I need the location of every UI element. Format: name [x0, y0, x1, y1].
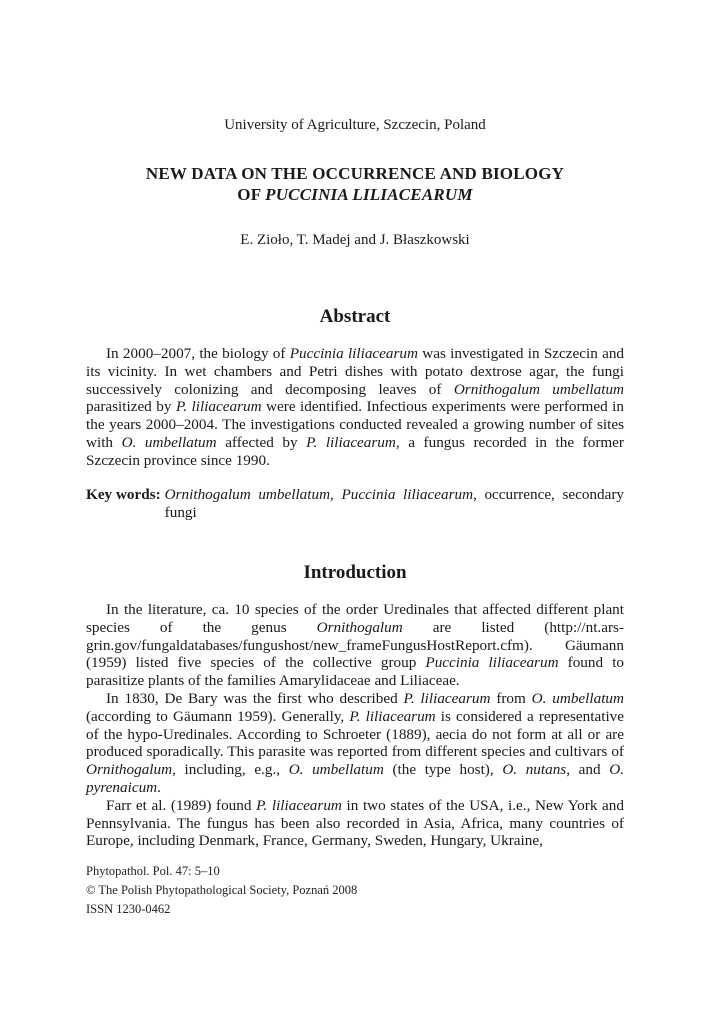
issn: ISSN 1230-0462 [86, 902, 171, 916]
text-run: affected by [216, 433, 307, 451]
title-line-2-prefix: OF [237, 185, 266, 204]
italic-run: P. liliacearum [306, 433, 396, 451]
copyright: © The Polish Phytopathological Society, Poznań 2008 [86, 883, 358, 897]
text-run: In 1830, De Bary was the first who described [106, 689, 404, 707]
affiliation: University of Agriculture, Szczecin, Poland [224, 117, 486, 133]
keywords [86, 486, 624, 522]
text-run: in two states of the USA, i.e., New York and Pennsylvania. The fungus has been also recorded in Asia, Africa, many countries of Europe, including Denmark, France, Germany, Sweden, Hungary, Ukraine, [86, 796, 624, 850]
italic-run: O. pyrenaicum [86, 761, 625, 796]
text-run: found to parasitize plants of the families Amarylidaceae and Liliaceae. [86, 654, 625, 690]
introduction-body [86, 601, 624, 850]
paper-title [0, 163, 710, 205]
italic-run: P. liliacearum [349, 707, 436, 725]
italic-run: Puccinia liliacearum [341, 486, 474, 503]
text-run: , [330, 486, 342, 503]
intro-paragraph-2-text [86, 690, 624, 796]
title-line-2 [0, 184, 710, 205]
intro-paragraph-1-text [86, 601, 624, 689]
intro-paragraph-2 [86, 690, 624, 797]
text-run: , occurrence, secondary fungi [164, 486, 625, 521]
text-run: was investigated in Szczecin and its vicinity. In wet chambers and Petri dishes with potato dextrose agar, the fungi successively colonizing and decomposing leaves of [86, 345, 625, 398]
italic-run: Puccinia liliacearum [425, 654, 559, 672]
italic-run: O. umbellatum [531, 689, 624, 707]
italic-run: P. liliacearum [256, 796, 342, 814]
italic-run: Ornithogalum [316, 618, 403, 636]
text-run: Farr et al. (1989) found [106, 796, 257, 814]
italic-run: Ornithogalum umbellatum [164, 486, 331, 503]
title-line-1: NEW DATA ON THE OCCURRENCE AND BIOLOGY [145, 164, 565, 183]
text-run: are listed (http://nt.ars-grin.gov/fungaldatabases/fungushost/new_frameFungusHostReport.cfm). Gäumann (1959) listed five species of the collective group [86, 618, 624, 672]
keywords-list [165, 486, 624, 522]
italic-run: Ornithogalum umbellatum [453, 380, 625, 398]
intro-paragraph-3-text [86, 797, 624, 850]
authors: E. Zioło, T. Madej and J. Błaszkowski [240, 232, 470, 248]
text-run: In the literature, ca. 10 species of the order Uredinales that affected different plant species of the genus [86, 601, 624, 636]
text-run: . [157, 778, 161, 796]
italic-run: O. umbellatum [288, 761, 384, 779]
introduction-heading: Introduction [303, 562, 407, 583]
abstract-body [86, 345, 624, 469]
text-run: parasitized by [86, 398, 176, 416]
text-run: , including, e.g., [172, 761, 289, 779]
text-run: is considered a representative of the hypo-Uredinales. According to Schroeter (1889), aecia do not form at all or are produced sporadically. This parasite was reported from different species and cultivars of [86, 707, 624, 761]
italic-run: P. liliacearum [175, 398, 262, 416]
intro-paragraph-3 [86, 797, 624, 850]
journal-citation: Phytopathol. Pol. 47: 5–10 [86, 864, 220, 878]
abstract-heading: Abstract [319, 306, 391, 327]
text-run: (according to Gäumann 1959). Generally, [86, 707, 350, 725]
italic-run: Ornithogalum [86, 761, 173, 779]
text-run: were identified. Infectious experiments were performed in the years 2000–2004. The investigations conducted revealed a growing number of sites with [86, 398, 624, 451]
italic-run: O. nutans [502, 761, 567, 779]
italic-run: O. umbellatum [121, 433, 217, 451]
text-run: , and [566, 761, 610, 779]
text-run: , a fungus recorded in the former Szczecin province since 1990. [86, 433, 624, 469]
title-species: PUCCINIA LILIACEARUM [265, 185, 473, 204]
keywords-label: Key words: [86, 486, 161, 503]
text-run: (the type host), [383, 761, 503, 779]
intro-paragraph-1 [86, 601, 624, 690]
italic-run: P. liliacearum [403, 689, 491, 707]
text-run: from [490, 689, 532, 707]
italic-run: Puccinia liliacearum [289, 345, 418, 362]
text-run: In 2000–2007, the biology of [106, 345, 290, 362]
abstract-paragraph [86, 345, 624, 470]
footer [86, 862, 357, 919]
